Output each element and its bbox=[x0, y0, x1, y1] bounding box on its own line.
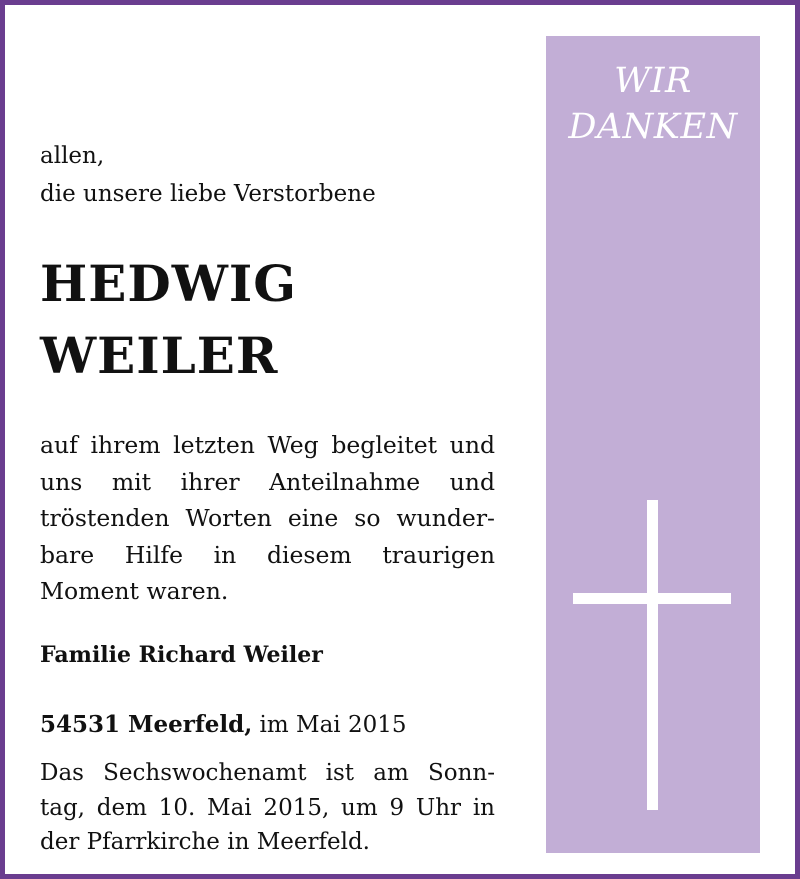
side-panel bbox=[546, 36, 760, 853]
panel-title-line-2: DANKEN bbox=[568, 107, 738, 147]
service-line: Das Sechswochenamt ist am Sonn- bbox=[40, 760, 495, 786]
service-line: der Pfarrkirche in Meerfeld. bbox=[40, 829, 370, 855]
thanks-line: tröstenden Worten eine so wunder- bbox=[40, 504, 495, 532]
place-name: 54531 Meerfeld, bbox=[40, 711, 253, 738]
thanks-line: uns mit ihrer Anteilnahme und bbox=[40, 467, 495, 496]
date-text: im Mai 2015 bbox=[252, 712, 407, 738]
intro-line-1: allen, bbox=[40, 143, 105, 169]
intro-line-2: die unsere liebe Verstorbene bbox=[40, 181, 376, 207]
panel-title bbox=[546, 58, 760, 150]
thanks-line: Moment waren. bbox=[40, 577, 229, 605]
place-date bbox=[40, 711, 495, 738]
deceased-first-name: HEDWIG bbox=[40, 254, 297, 313]
deceased-last-name: WEILER bbox=[40, 326, 279, 385]
thanks-line: bare Hilfe in diesem traurigen bbox=[40, 540, 495, 569]
panel-title-line-1: WIR bbox=[614, 61, 692, 101]
cross-vertical-bar bbox=[647, 500, 658, 810]
thanks-line: auf ihrem letzten Weg begleitet und bbox=[40, 431, 495, 459]
thanks-paragraph bbox=[40, 427, 495, 610]
service-line: tag, dem 10. Mai 2015, um 9 Uhr in bbox=[40, 794, 495, 821]
service-announcement bbox=[40, 756, 495, 860]
family-signature: Familie Richard Weiler bbox=[40, 642, 323, 668]
cross-horizontal-bar bbox=[573, 593, 731, 604]
